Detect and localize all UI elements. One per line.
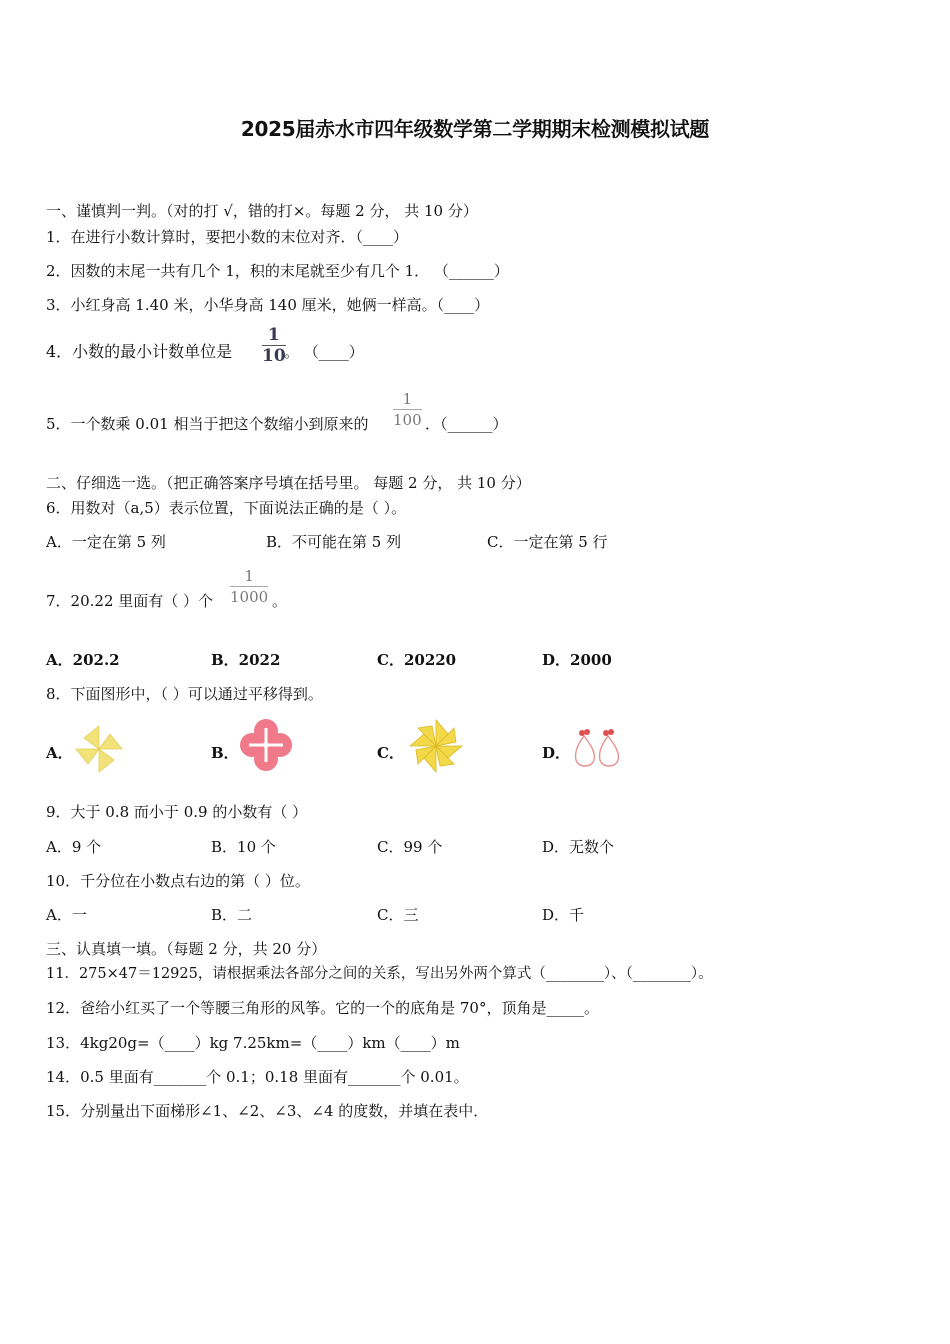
question-8-option-b: B． bbox=[211, 744, 239, 762]
question-14: 14．0.5 里面有_______个 0.1；0.18 里面有_______个 0.01。 bbox=[46, 1068, 469, 1086]
question-10-option-a: A．一 bbox=[46, 906, 87, 924]
question-6: 6．用数对（a,5）表示位置，下面说法正确的是（ ）。 bbox=[46, 499, 407, 517]
question-7-option-a: A．202.2 bbox=[46, 651, 120, 669]
question-10-option-d: D．千 bbox=[542, 906, 585, 924]
star-pinwheel-icon bbox=[408, 718, 464, 774]
question-11: 11．275×47＝12925，请根据乘法各部分之间的关系，写出另外两个算式（________）、（________）。 bbox=[46, 966, 713, 982]
question-6-option-b: B．不可能在第 5 列 bbox=[266, 533, 402, 551]
question-3: 3．小红身高 1.40 米，小华身高 140 厘米，她俩一样高。（____） bbox=[46, 296, 490, 314]
page-title: 2025届赤水市四年级数学第二学期期末检测模拟试题 bbox=[240, 117, 710, 141]
section-2-heading: 二、仔细选一选。（把正确答案序号填在括号里。 每题 2 分， 共 10 分） bbox=[46, 474, 531, 492]
fraction-numerator: 1 bbox=[402, 390, 413, 408]
question-4-prefix: 4．小数的最小计数单位是 bbox=[46, 342, 233, 361]
question-5-fraction bbox=[393, 390, 422, 429]
birds-icon bbox=[570, 726, 626, 770]
question-8-option-d: D． bbox=[542, 744, 571, 762]
fraction-denominator: 100 bbox=[393, 411, 422, 429]
question-6-option-a: A．一定在第 5 列 bbox=[46, 533, 166, 551]
question-2: 2．因数的末尾一共有几个 1，积的末尾就至少有几个 1． （______） bbox=[46, 262, 509, 280]
question-7-option-d: D．2000 bbox=[542, 651, 612, 669]
question-5-prefix: 5．一个数乘 0.01 相当于把这个数缩小到原来的 bbox=[46, 415, 369, 433]
question-7-option-c: C．20220 bbox=[377, 651, 457, 669]
question-8-option-a: A． bbox=[46, 744, 73, 762]
fraction-denominator: 10 bbox=[262, 346, 286, 366]
pinwheel-icon bbox=[72, 722, 126, 776]
question-6-option-c: C．一定在第 5 行 bbox=[487, 533, 608, 551]
question-1: 1．在进行小数计算时，要把小数的末位对齐．（____） bbox=[46, 228, 409, 246]
question-9-option-b: B．10 个 bbox=[211, 838, 276, 856]
question-9-option-d: D．无数个 bbox=[542, 838, 615, 856]
question-9: 9．大于 0.8 而小于 0.9 的小数有（ ） bbox=[46, 803, 308, 821]
question-4-fraction bbox=[262, 326, 286, 365]
question-5-suffix: ．（______） bbox=[425, 415, 508, 433]
fraction-bar bbox=[393, 409, 422, 410]
question-10-option-b: B．二 bbox=[211, 906, 253, 924]
question-7-suffix: 。 bbox=[272, 592, 288, 610]
question-13: 13．4kg20g=（____）kg 7.25km=（____）km（____）m bbox=[46, 1034, 460, 1052]
fraction-denominator: 1000 bbox=[230, 588, 269, 606]
question-4-suffix: 。 （____） bbox=[284, 343, 364, 361]
question-7-option-b: B．2022 bbox=[211, 651, 281, 669]
question-9-option-a: A．9 个 bbox=[46, 838, 102, 856]
question-15: 15．分别量出下面梯形∠1、∠2、∠3、∠4 的度数，并填在表中． bbox=[46, 1102, 489, 1120]
question-7-fraction bbox=[230, 567, 268, 606]
section-1-heading: 一、谨慎判一判。（对的打 √，错的打×。每题 2 分， 共 10 分） bbox=[46, 202, 478, 220]
question-7-prefix: 7．20.22 里面有（ ）个 bbox=[46, 592, 214, 610]
fraction-bar bbox=[230, 586, 268, 587]
question-10-option-c: C．三 bbox=[377, 906, 419, 924]
question-8-option-c: C． bbox=[377, 744, 404, 762]
fraction-numerator: 1 bbox=[244, 567, 254, 585]
fraction-numerator: 1 bbox=[267, 325, 280, 345]
section-3-heading: 三、认真填一填。（每题 2 分，共 20 分） bbox=[46, 940, 327, 958]
question-8: 8．下面图形中，（ ）可以通过平移得到。 bbox=[46, 685, 323, 703]
question-10: 10．千分位在小数点右边的第（ ）位。 bbox=[46, 872, 310, 890]
question-12: 12．爸给小红买了一个等腰三角形的风筝。它的一个的底角是 70°，顶角是_____。 bbox=[46, 999, 599, 1017]
flower-icon bbox=[238, 718, 294, 772]
question-9-option-c: C．99 个 bbox=[377, 838, 443, 856]
